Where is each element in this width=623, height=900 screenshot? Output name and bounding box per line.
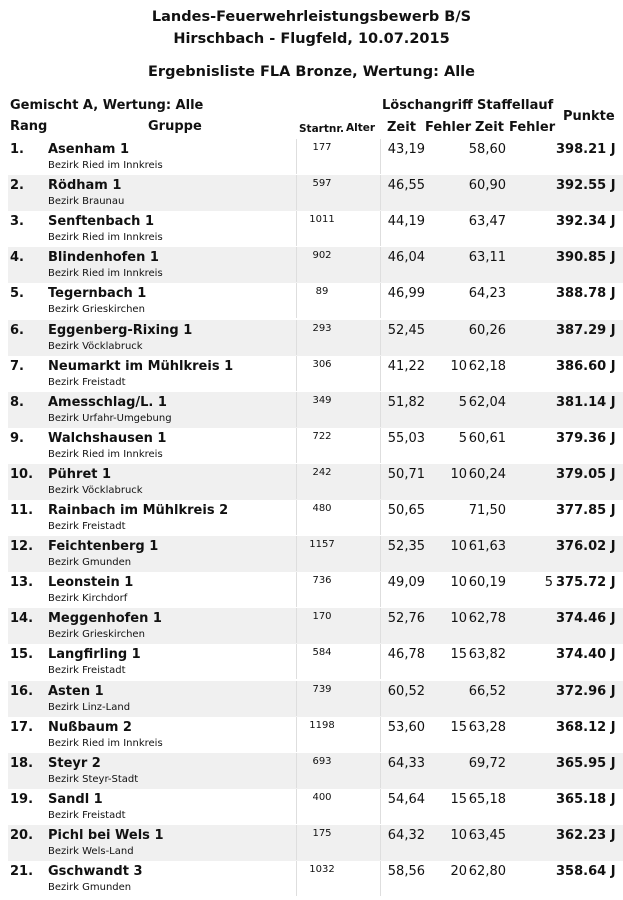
staffellauf-time: 62,18 xyxy=(468,358,506,374)
document-title: Landes-Feuerwehrleistungsbewerb B/S xyxy=(151,9,472,25)
points: 387.29 J xyxy=(556,322,616,338)
district: Bezirk Wels-Land xyxy=(48,845,134,857)
loeschangriff-time: 52,35 xyxy=(387,539,425,555)
loeschangriff-time: 46,99 xyxy=(387,286,425,302)
start-number: 293 xyxy=(312,322,332,334)
district: Bezirk Ried im Innkreis xyxy=(48,232,163,244)
points: 388.78 J xyxy=(556,286,616,302)
start-number: 89 xyxy=(315,286,329,298)
points: 377.85 J xyxy=(556,503,616,518)
start-number: 177 xyxy=(312,142,332,153)
district: Bezirk Ried im Innkreis xyxy=(48,448,163,460)
col-header-zeit-loeschangriff: Zeit xyxy=(387,120,416,135)
table-row xyxy=(8,825,623,861)
rank: 21. xyxy=(10,864,34,879)
table-row xyxy=(8,139,623,175)
table-row xyxy=(8,681,623,717)
table-row xyxy=(8,500,623,536)
table-row xyxy=(8,717,623,753)
district: Bezirk Freistadt xyxy=(48,521,126,532)
rank: 7. xyxy=(10,358,24,374)
district: Bezirk Freistadt xyxy=(48,665,126,677)
start-number: 597 xyxy=(312,178,332,190)
points: 392.55 J xyxy=(556,178,616,194)
loeschangriff-time: 64,33 xyxy=(387,755,425,771)
district: Bezirk Braunau xyxy=(48,196,125,208)
points: 368.12 J xyxy=(556,719,616,735)
rank: 12. xyxy=(10,539,34,555)
col-group-loeschangriff: Löschangriff xyxy=(382,98,473,113)
rank: 4. xyxy=(10,250,24,266)
district: Bezirk Gmunden xyxy=(48,557,132,569)
staffellauf-time: 66,52 xyxy=(468,683,506,699)
start-number: 400 xyxy=(312,791,332,803)
rank: 18. xyxy=(10,755,34,771)
team-name: Tegernbach 1 xyxy=(48,286,147,302)
col-header-fehler-loeschangriff: Fehler xyxy=(425,120,472,135)
loeschangriff-time: 44,19 xyxy=(387,214,425,230)
team-name: Rainbach im Mühlkreis 2 xyxy=(48,503,229,518)
district: Bezirk Grieskirchen xyxy=(48,304,145,316)
team-name: Feichtenberg 1 xyxy=(48,539,159,555)
loeschangriff-time: 51,82 xyxy=(387,394,425,410)
staffellauf-time: 62,78 xyxy=(468,611,506,627)
loeschangriff-time: 43,19 xyxy=(387,142,425,157)
team-name: Steyr 2 xyxy=(48,755,101,771)
table-row xyxy=(8,536,623,572)
loeschangriff-time: 46,78 xyxy=(387,647,425,663)
team-name: Asenham 1 xyxy=(48,142,130,157)
district: Bezirk Steyr-Stadt xyxy=(48,773,139,785)
start-number: 306 xyxy=(312,358,332,370)
table-row xyxy=(8,356,623,392)
rank: 10. xyxy=(10,466,34,482)
district: Bezirk Linz-Land xyxy=(48,701,131,713)
table-row xyxy=(8,753,623,789)
team-name: Nußbaum 2 xyxy=(48,719,132,735)
district: Bezirk Vöcklabruck xyxy=(48,340,143,352)
team-name: Walchshausen 1 xyxy=(48,430,167,446)
loeschangriff-errors: 15 xyxy=(450,719,467,735)
loeschangriff-errors: 10 xyxy=(450,575,467,591)
team-name: Sandl 1 xyxy=(48,791,103,807)
start-number: 584 xyxy=(312,647,332,659)
col-header-punkte: Punkte xyxy=(563,109,615,124)
col-header-rang: Rang xyxy=(10,119,48,134)
team-name: Gschwandt 3 xyxy=(48,864,143,879)
loeschangriff-errors: 10 xyxy=(450,827,467,843)
table-row xyxy=(8,247,623,283)
table-row xyxy=(8,464,623,500)
table-row xyxy=(8,428,623,464)
loeschangriff-time: 58,56 xyxy=(387,864,425,879)
district: Bezirk Gmunden xyxy=(48,882,132,893)
staffellauf-errors: 5 xyxy=(544,575,553,591)
loeschangriff-time: 46,55 xyxy=(387,178,425,194)
staffellauf-time: 63,11 xyxy=(468,250,506,266)
rank: 1. xyxy=(10,142,24,157)
rank: 13. xyxy=(10,575,34,591)
staffellauf-time: 63,28 xyxy=(468,719,506,735)
district: Bezirk Ried im Innkreis xyxy=(48,268,163,280)
staffellauf-time: 60,19 xyxy=(468,575,506,591)
loeschangriff-errors: 5 xyxy=(458,430,467,446)
district: Bezirk Ried im Innkreis xyxy=(48,160,163,171)
loeschangriff-time: 49,09 xyxy=(387,575,425,591)
loeschangriff-time: 52,76 xyxy=(387,611,425,627)
team-name: Senftenbach 1 xyxy=(48,214,154,230)
start-number: 693 xyxy=(312,755,332,767)
staffellauf-time: 63,45 xyxy=(468,827,506,843)
col-header-alter: Alter xyxy=(346,122,376,134)
points: 392.34 J xyxy=(556,214,616,230)
team-name: Pühret 1 xyxy=(48,466,112,482)
staffellauf-time: 63,47 xyxy=(468,214,506,230)
staffellauf-time: 62,04 xyxy=(468,394,506,410)
points: 390.85 J xyxy=(556,250,616,266)
section-heading: Gemischt A, Wertung: Alle xyxy=(10,98,204,113)
points: 376.02 J xyxy=(556,539,616,555)
points: 374.46 J xyxy=(556,611,616,627)
team-name: Neumarkt im Mühlkreis 1 xyxy=(48,358,234,374)
start-number: 1157 xyxy=(309,539,335,551)
loeschangriff-time: 64,32 xyxy=(387,827,425,843)
loeschangriff-errors: 20 xyxy=(450,864,467,879)
table-row xyxy=(8,175,623,211)
team-name: Meggenhofen 1 xyxy=(48,611,162,627)
team-name: Rödham 1 xyxy=(48,178,122,194)
staffellauf-time: 60,24 xyxy=(468,466,506,482)
district: Bezirk Freistadt xyxy=(48,376,126,388)
points: 372.96 J xyxy=(556,683,616,699)
loeschangriff-errors: 5 xyxy=(458,394,467,410)
start-number: 175 xyxy=(312,827,332,839)
team-name: Eggenberg-Rixing 1 xyxy=(48,322,193,338)
loeschangriff-errors: 15 xyxy=(450,647,467,663)
table-row xyxy=(8,572,623,608)
points: 379.36 J xyxy=(556,430,616,446)
start-number: 1198 xyxy=(309,719,335,731)
points: 381.14 J xyxy=(556,394,616,410)
start-number: 736 xyxy=(312,575,332,587)
col-group-staffellauf: Staffellauf xyxy=(477,98,554,113)
start-number: 739 xyxy=(312,683,332,695)
start-number: 242 xyxy=(312,466,332,478)
loeschangriff-time: 46,04 xyxy=(387,250,425,266)
district: Bezirk Ried im Innkreis xyxy=(48,737,163,749)
points: 379.05 J xyxy=(556,466,616,482)
staffellauf-time: 69,72 xyxy=(468,755,506,771)
start-number: 902 xyxy=(312,250,332,262)
loeschangriff-time: 60,52 xyxy=(387,683,425,699)
loeschangriff-time: 52,45 xyxy=(387,322,425,338)
points: 362.23 J xyxy=(556,827,616,843)
rank: 14. xyxy=(10,611,34,627)
loeschangriff-time: 50,65 xyxy=(387,503,425,518)
rank: 17. xyxy=(10,719,34,735)
district: Bezirk Freistadt xyxy=(48,809,126,821)
staffellauf-time: 62,80 xyxy=(468,864,506,879)
start-number: 170 xyxy=(312,611,332,623)
col-header-fehler-staffellauf: Fehler xyxy=(509,120,556,135)
result-list-title: Ergebnisliste FLA Bronze, Wertung: Alle xyxy=(148,64,475,80)
rank: 11. xyxy=(10,503,34,518)
rank: 2. xyxy=(10,178,24,194)
start-number: 1011 xyxy=(309,214,335,226)
loeschangriff-time: 55,03 xyxy=(387,430,425,446)
staffellauf-time: 64,23 xyxy=(468,286,506,302)
table-row xyxy=(8,861,623,897)
team-name: Leonstein 1 xyxy=(48,575,134,591)
district: Bezirk Vöcklabruck xyxy=(48,484,143,496)
rank: 19. xyxy=(10,791,34,807)
staffellauf-time: 61,63 xyxy=(468,539,506,555)
team-name: Amesschlag/L. 1 xyxy=(48,394,167,410)
start-number: 722 xyxy=(312,430,332,442)
table-row xyxy=(8,283,623,319)
rank: 16. xyxy=(10,683,34,699)
loeschangriff-errors: 15 xyxy=(450,791,467,807)
points: 386.60 J xyxy=(556,358,616,374)
rank: 3. xyxy=(10,214,24,230)
points: 365.95 J xyxy=(556,755,616,771)
points: 398.21 J xyxy=(556,142,616,157)
loeschangriff-errors: 10 xyxy=(450,358,467,374)
loeschangriff-time: 50,71 xyxy=(387,466,425,482)
loeschangriff-errors: 10 xyxy=(450,466,467,482)
loeschangriff-errors: 10 xyxy=(450,539,467,555)
rank: 15. xyxy=(10,647,34,663)
district: Bezirk Urfahr-Umgebung xyxy=(48,412,172,424)
team-name: Pichl bei Wels 1 xyxy=(48,827,164,843)
team-name: Asten 1 xyxy=(48,683,104,699)
start-number: 1032 xyxy=(309,864,335,875)
staffellauf-time: 71,50 xyxy=(468,503,506,518)
table-row xyxy=(8,644,623,680)
staffellauf-time: 63,82 xyxy=(468,647,506,663)
rank: 5. xyxy=(10,286,24,302)
district: Bezirk Kirchdorf xyxy=(48,593,128,605)
start-number: 480 xyxy=(312,503,332,514)
team-name: Langfirling 1 xyxy=(48,647,141,663)
staffellauf-time: 65,18 xyxy=(468,791,506,807)
team-name: Blindenhofen 1 xyxy=(48,250,159,266)
table-row xyxy=(8,392,623,428)
points: 374.40 J xyxy=(556,647,616,663)
start-number: 349 xyxy=(312,394,332,406)
staffellauf-time: 58,60 xyxy=(468,142,506,157)
col-header-startnr: Startnr. xyxy=(299,123,345,135)
district: Bezirk Grieskirchen xyxy=(48,629,145,641)
table-row xyxy=(8,320,623,356)
table-row xyxy=(8,608,623,644)
rank: 6. xyxy=(10,322,24,338)
points: 375.72 J xyxy=(556,575,616,591)
col-header-gruppe: Gruppe xyxy=(148,119,202,134)
table-row xyxy=(8,211,623,247)
rank: 8. xyxy=(10,394,24,410)
points: 358.64 J xyxy=(556,864,616,879)
rank: 9. xyxy=(10,430,24,446)
loeschangriff-time: 53,60 xyxy=(387,719,425,735)
points: 365.18 J xyxy=(556,791,616,807)
staffellauf-time: 60,90 xyxy=(468,178,506,194)
loeschangriff-errors: 10 xyxy=(450,611,467,627)
loeschangriff-time: 41,22 xyxy=(387,358,425,374)
table-row xyxy=(8,789,623,825)
staffellauf-time: 60,26 xyxy=(468,322,506,338)
loeschangriff-time: 54,64 xyxy=(387,791,425,807)
rank: 20. xyxy=(10,827,34,843)
col-header-zeit-staffellauf: Zeit xyxy=(475,120,504,135)
staffellauf-time: 60,61 xyxy=(468,430,506,446)
event-location-date: Hirschbach - Flugfeld, 10.07.2015 xyxy=(173,31,450,47)
